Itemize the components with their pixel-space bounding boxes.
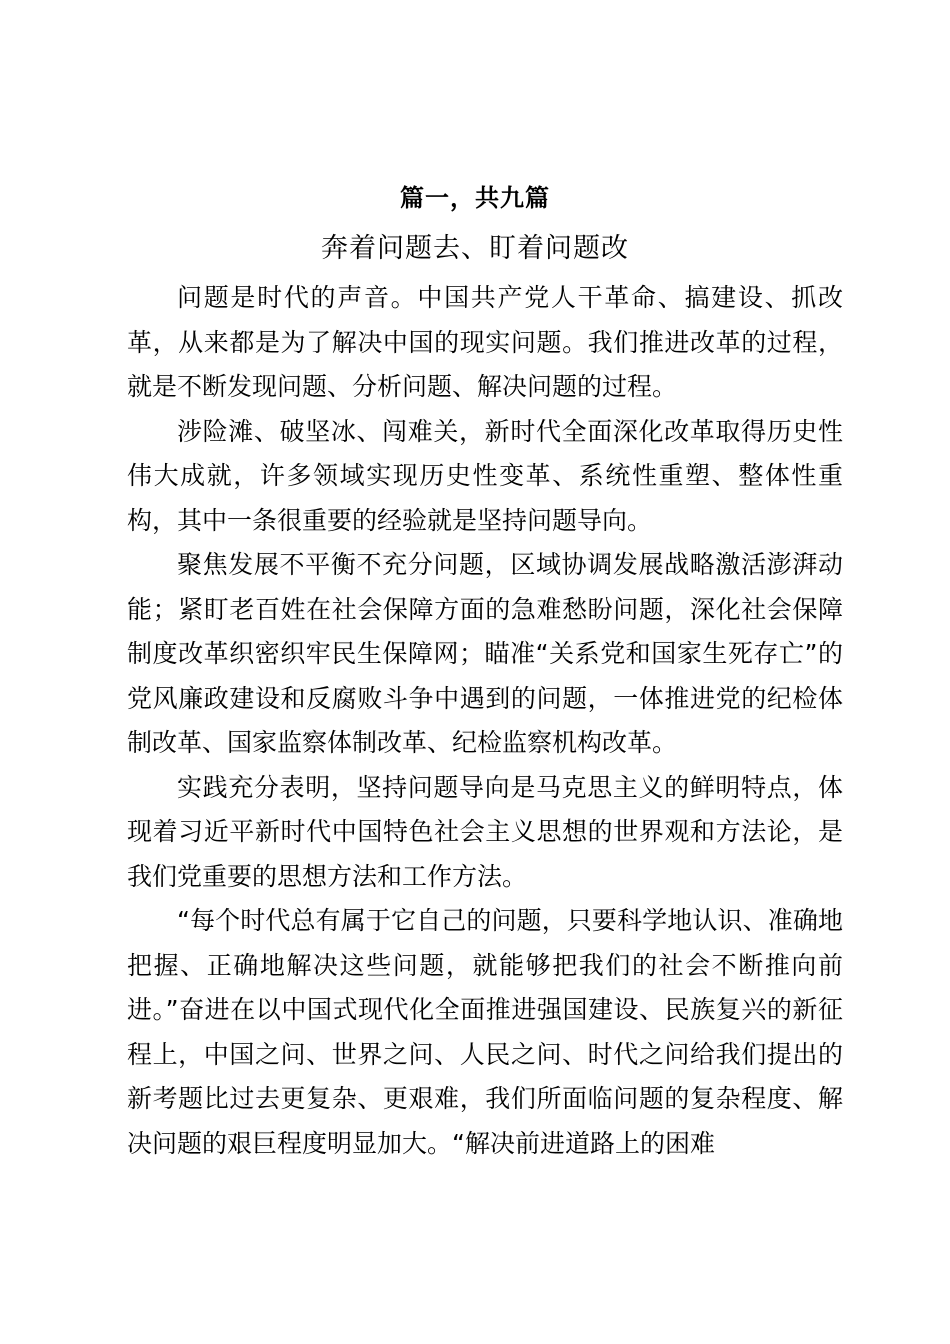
paragraph-3: 聚焦发展不平衡不充分问题，区域协调发展战略激活澎湃动能；紧盯老百姓在社会保障方面的急难愁盼问题，深化社会保障制度改革织密织牢民生保障网；瞄准“关系党和国家生死存亡”的党风廉政建设和反腐败斗争中遇到的问题，一体推进党的纪检体制改革、国家监察体制改革、纪检监察机构改革。	[127, 550, 843, 757]
paragraph-2: 涉险滩、破坚冰、闯难关，新时代全面深化改革取得历史性伟大成就，许多领域实现历史性变革、系统性重塑、整体性重构，其中一条很重要的经验就是坚持问题导向。	[127, 416, 843, 535]
paragraph-1: 问题是时代的声音。中国共产党人干革命、搞建设、抓改革，从来都是为了解决中国的现实问题。我们推进改革的过程，就是不断发现问题、分析问题、解决问题的过程。	[127, 283, 843, 401]
series-heading: 篇一，共九篇	[400, 184, 550, 212]
article-title: 奔着问题去、盯着问题改	[321, 233, 629, 264]
article-body	[127, 276, 843, 1166]
paragraph-4: 实践充分表明，坚持问题导向是马克思主义的鲜明特点，体现着习近平新时代中国特色社会主义思想的世界观和方法论，是我们党重要的思想方法和工作方法。	[127, 772, 843, 891]
paragraph-5: “每个时代总有属于它自己的问题，只要科学地认识、准确地把握、正确地解决这些问题，就能够把我们的社会不断推向前进。”奋进在以中国式现代化全面推进强国建设、民族复兴的新征程上，中国之问、世界之问、人民之问、时代之问给我们提出的新考题比过去更复杂、更艰难，我们所面临问题的复杂程度、解决问题的艰巨程度明显加大。“解决前进道路上的困难	[127, 906, 843, 1158]
